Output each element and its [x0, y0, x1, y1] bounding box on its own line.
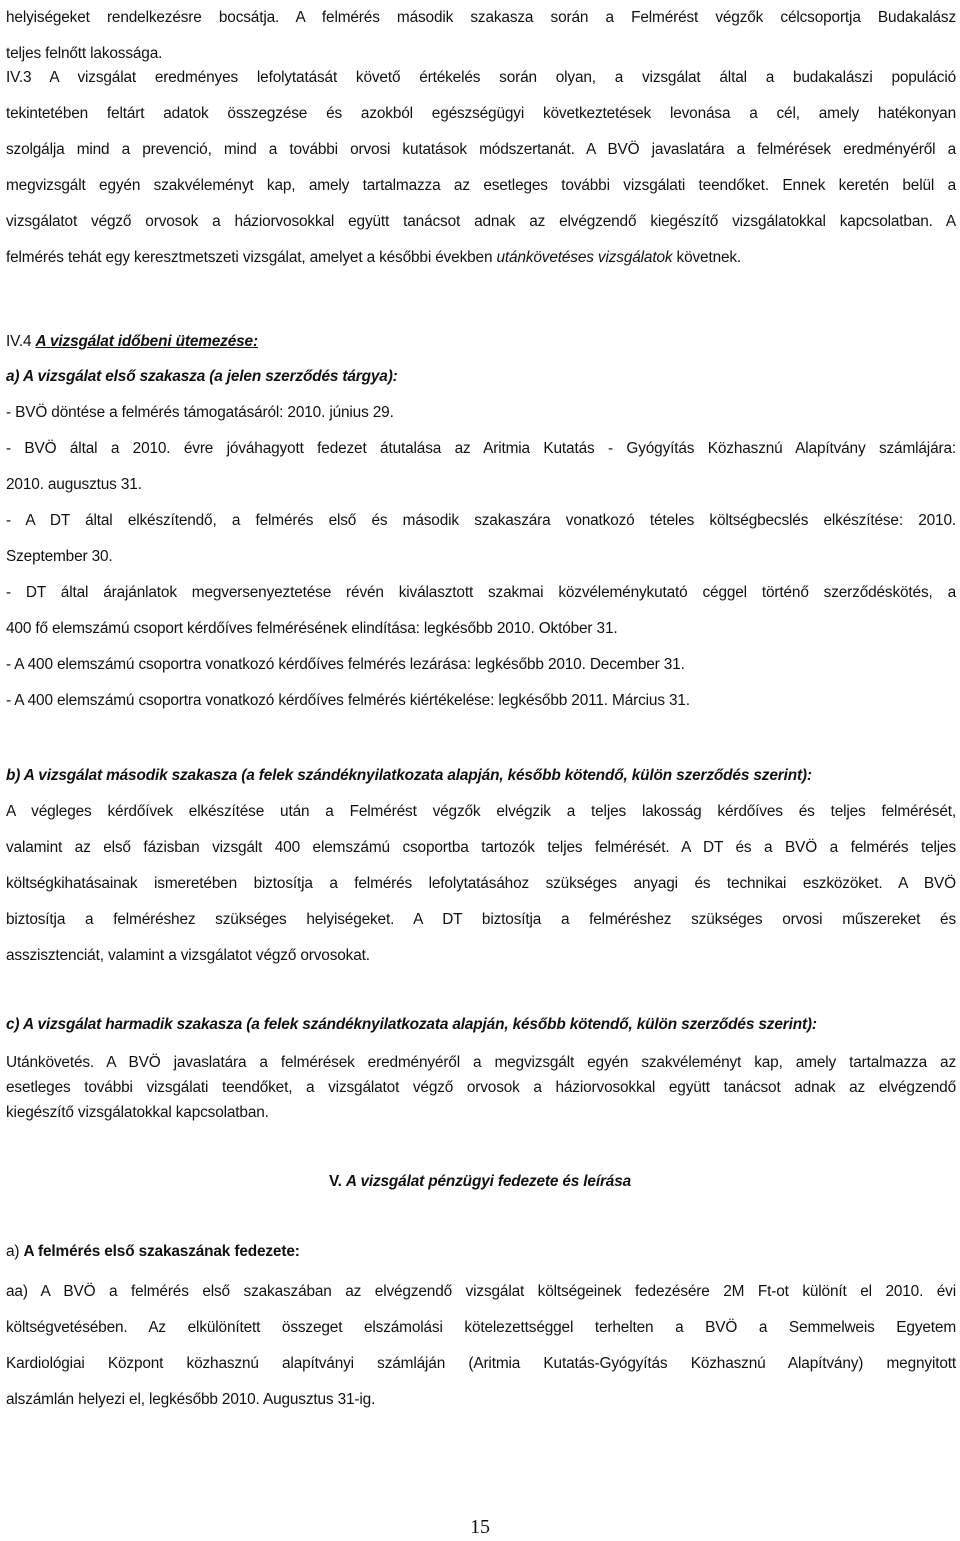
- part-c: [6, 1007, 956, 1043]
- schedule-item: - A DT által elkészítendő, a felmérés első és második szakaszára vonatkozó tételes költségbecslés elkészítése: 2010.: [6, 512, 956, 529]
- section-number: IV.4: [6, 333, 36, 350]
- text-line: aa) A BVÖ a felmérés első szakaszában az elvégzendő vizsgálat költségeinek fedezésére 2M Ft-ot különít el 2010. évi: [6, 1283, 956, 1300]
- text-line: megvizsgált egyén szakvéleményt kap, amely tartalmazza az esetleges további vizsgálati teendőket. Ennek keretén belül a: [6, 177, 956, 194]
- part-va-heading: A felmérés első szakaszának fedezete:: [23, 1243, 300, 1260]
- schedule-item: - DT által árajánlatok megversenyeztetése révén kiválasztott szakmai közvéleménykutató céggel történő szerződéskötés, a: [6, 584, 956, 601]
- text-line: esetleges további vizsgálati teendőket, a vizsgálatot végző orvosok a háziorvosokkal együtt tanácsot adnak az elvégzendő: [6, 1079, 956, 1096]
- paragraph-iv3: [6, 60, 956, 276]
- text-line: teljes felnőtt lakossága.: [6, 45, 163, 62]
- part-a: [6, 359, 956, 719]
- part-va-heading-line: [6, 1237, 956, 1267]
- part-b: [6, 758, 956, 974]
- part-c-body: [6, 1050, 956, 1125]
- schedule-item: Szeptember 30.: [6, 548, 113, 565]
- page-number: 15: [470, 1516, 490, 1538]
- section-heading-v: [0, 1167, 960, 1197]
- text-line: helyiségeket rendelkezésre bocsátja. A felmérés második szakasza során a Felmérést végzők célcsoportja Budakalász: [6, 9, 956, 26]
- text-run: követnek.: [672, 249, 742, 266]
- text-line: IV.3 A vizsgálat eredményes lefolytatását követő értékelés során olyan, a vizsgálat által a budakalászi populáció: [6, 69, 956, 86]
- text-line: biztosítja a felméréshez szükséges helyiségeket. A DT biztosítja a felméréshez szükséges orvosi műszereket és: [6, 911, 956, 928]
- text-line: valamint az első fázisban vizsgált 400 elemszámú csoportba tartozók teljes felmérését. A DT és a BVÖ a felmérés teljes: [6, 839, 956, 856]
- section-number: V.: [328, 1173, 346, 1190]
- text-line: Kardiológiai Központ közhasznú alapítványi számláján (Aritmia Kutatás-Gyógyítás Közhasznú Alapítvány) megnyitott: [6, 1355, 956, 1372]
- text-line: vizsgálatot végző orvosok a háziorvosokkal együtt tanácsot adnak az elvégzendő kiegészítő vizsgálatokkal kapcsolatban. A: [6, 213, 956, 230]
- section-title: A vizsgálat pénzügyi fedezete és leírása: [345, 1173, 632, 1190]
- part-c-heading: c) A vizsgálat harmadik szakasza (a felek szándéknyilatkozata alapján, később kötendő, külön szerződés szerint):: [6, 1016, 817, 1033]
- part-va: [6, 1237, 956, 1267]
- text-line: alszámlán helyezi el, legkésőbb 2010. Augusztus 31-ig.: [6, 1391, 376, 1408]
- text-line: költségvetésében. Az elkülönített összeget elszámolási kötelezettséggel terhelten a BVÖ a Semmelweis Egyetem: [6, 1319, 956, 1336]
- section-title: A vizsgálat időbeni ütemezése:: [35, 333, 258, 350]
- part-b-heading: b) A vizsgálat második szakasza (a felek szándéknyilatkozata alapján, később kötendő, külön szerződés szerint):: [6, 767, 812, 784]
- schedule-item: - BVÖ által a 2010. évre jóváhagyott fedezet átutalása az Aritmia Kutatás - Gyógyítás Közhasznú Alapítvány számlájára:: [6, 440, 956, 457]
- heading-line: [6, 324, 956, 360]
- text-line: szolgálja mind a prevenció, mind a további orvosi kutatások módszertanát. A BVÖ javaslatára a felmérések eredményéről a: [6, 141, 956, 158]
- part-va-prefix: a): [6, 1243, 24, 1260]
- part-va-body: [6, 1274, 956, 1418]
- schedule-item: 2010. augusztus 31.: [6, 476, 142, 493]
- schedule-item: - BVÖ döntése a felmérés támogatásáról: 2010. június 29.: [6, 404, 394, 421]
- section-heading-iv4: [6, 324, 956, 360]
- schedule-item: - A 400 elemszámú csoportra vonatkozó kérdőíves felmérés lezárása: legkésőbb 2010. December 31.: [6, 656, 685, 673]
- text-line: Utánkövetés. A BVÖ javaslatára a felmérések eredményéről a megvizsgált egyén szakvéleményt kap, amely tartalmazza az: [6, 1054, 956, 1071]
- emphasis-text: utánkövetéses vizsgálatok: [496, 249, 673, 266]
- text-line: kiegészítő vizsgálatokkal kapcsolatban.: [6, 1104, 269, 1121]
- text-line: költségkihatásainak ismeretében biztosítja a felmérés lefolytatásához szükséges anyagi és technikai eszközöket. A BVÖ: [6, 875, 956, 892]
- text-run: felmérés tehát egy keresztmetszeti vizsgálat, amelyet a későbbi években: [6, 249, 497, 266]
- text-line: A végleges kérdőívek elkészítése után a Felmérést végzők elvégzik a teljes lakosság kérdőíves és teljes felmérését,: [6, 803, 956, 820]
- schedule-item: 400 fő elemszámú csoport kérdőíves felmérésének elindítása: legkésőbb 2010. Október 31.: [6, 620, 618, 637]
- schedule-item: - A 400 elemszámú csoportra vonatkozó kérdőíves felmérés kiértékelése: legkésőbb 2011. Március 31.: [6, 692, 690, 709]
- text-line: asszisztenciát, valamint a vizsgálatot végző orvosokat.: [6, 947, 370, 964]
- text-line: tekintetében feltárt adatok összegzése és azokból egészségügyi következtetések levonása a cél, amely hatékonyan: [6, 105, 956, 122]
- text-line: [6, 240, 956, 276]
- part-a-heading: a) A vizsgálat első szakasza (a jelen szerződés tárgya):: [6, 368, 398, 385]
